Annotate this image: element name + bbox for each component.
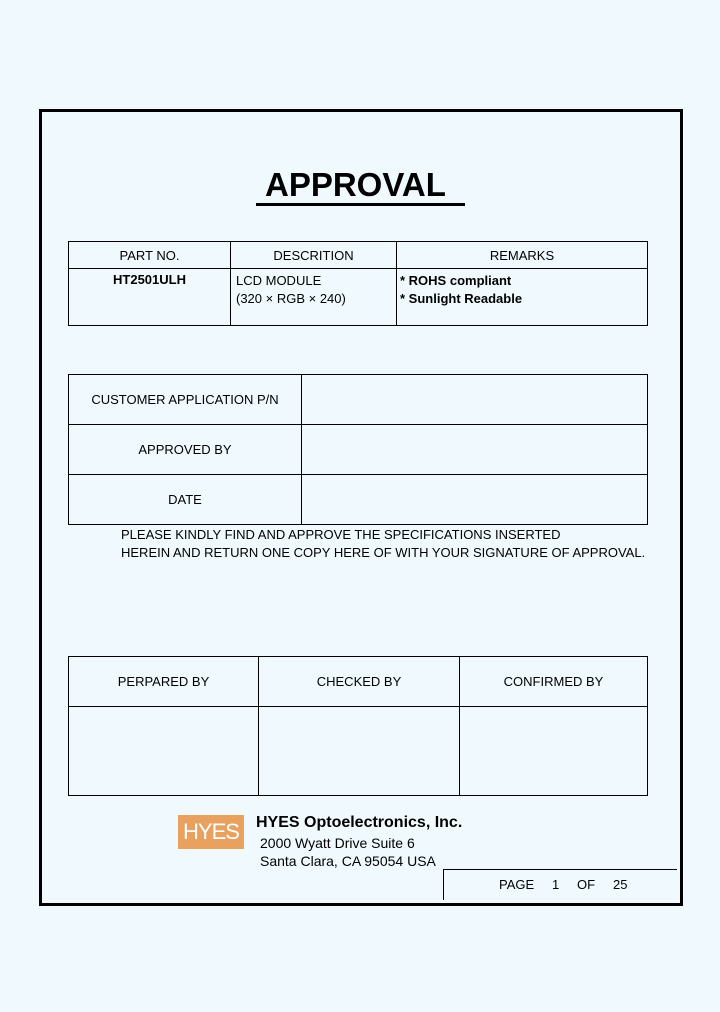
notice-line2: HEREIN AND RETURN ONE COPY HERE OF WITH YOUR SIGNATURE OF APPROVAL. [121, 545, 646, 560]
confirmed-by-field[interactable] [460, 707, 648, 796]
customer-application-field[interactable] [302, 375, 648, 425]
page-current: 1 [552, 877, 560, 892]
page-of-label: OF [577, 877, 596, 892]
company-address-line2: Santa Clara, CA 95054 USA [260, 853, 436, 869]
remarks-line1: * ROHS compliant [400, 273, 512, 288]
signature-header [69, 657, 648, 707]
header-description: DESCRITION [231, 242, 397, 269]
title-underline [256, 203, 465, 206]
header-part-no: PART NO. [69, 242, 231, 269]
page-title: APPROVAL [265, 166, 446, 203]
part-remarks [397, 269, 648, 326]
description-line2: (320 × RGB × 240) [236, 291, 346, 306]
page-label: PAGE [499, 877, 535, 892]
customer-row [69, 475, 648, 525]
confirmed-by-label: CONFIRMED BY [460, 657, 648, 707]
header-remarks: REMARKS [397, 242, 648, 269]
notice-line1: PLEASE KINDLY FIND AND APPROVE THE SPECIFICATIONS INSERTED [121, 527, 561, 542]
date-label: DATE [69, 475, 302, 525]
customer-row [69, 425, 648, 475]
customer-application-label: CUSTOMER APPLICATION P/N [69, 375, 302, 425]
approved-by-label: APPROVED BY [69, 425, 302, 475]
page-total: 25 [613, 877, 628, 892]
customer-table [68, 374, 648, 525]
part-table [68, 241, 648, 326]
company-logo: HYES [178, 815, 244, 849]
description-line1: LCD MODULE [236, 273, 322, 288]
date-field[interactable] [302, 475, 648, 525]
checked-by-field[interactable] [259, 707, 460, 796]
signature-table [68, 656, 648, 796]
signature-body [69, 707, 648, 796]
customer-row [69, 375, 648, 425]
approval-notice [121, 526, 645, 562]
company-name: HYES Optoelectronics, Inc. [256, 814, 463, 831]
company-address-line1: 2000 Wyatt Drive Suite 6 [260, 835, 415, 851]
part-number: HT2501ULH [69, 269, 231, 326]
prepared-by-field[interactable] [69, 707, 259, 796]
remarks-line2: * Sunlight Readable [400, 291, 523, 306]
approved-by-field[interactable] [302, 425, 648, 475]
prepared-by-label: PERPARED BY [69, 657, 259, 707]
part-description [231, 269, 397, 326]
page-indicator [443, 869, 677, 900]
part-table-row [69, 269, 648, 326]
part-table-header [69, 242, 648, 269]
checked-by-label: CHECKED BY [259, 657, 460, 707]
